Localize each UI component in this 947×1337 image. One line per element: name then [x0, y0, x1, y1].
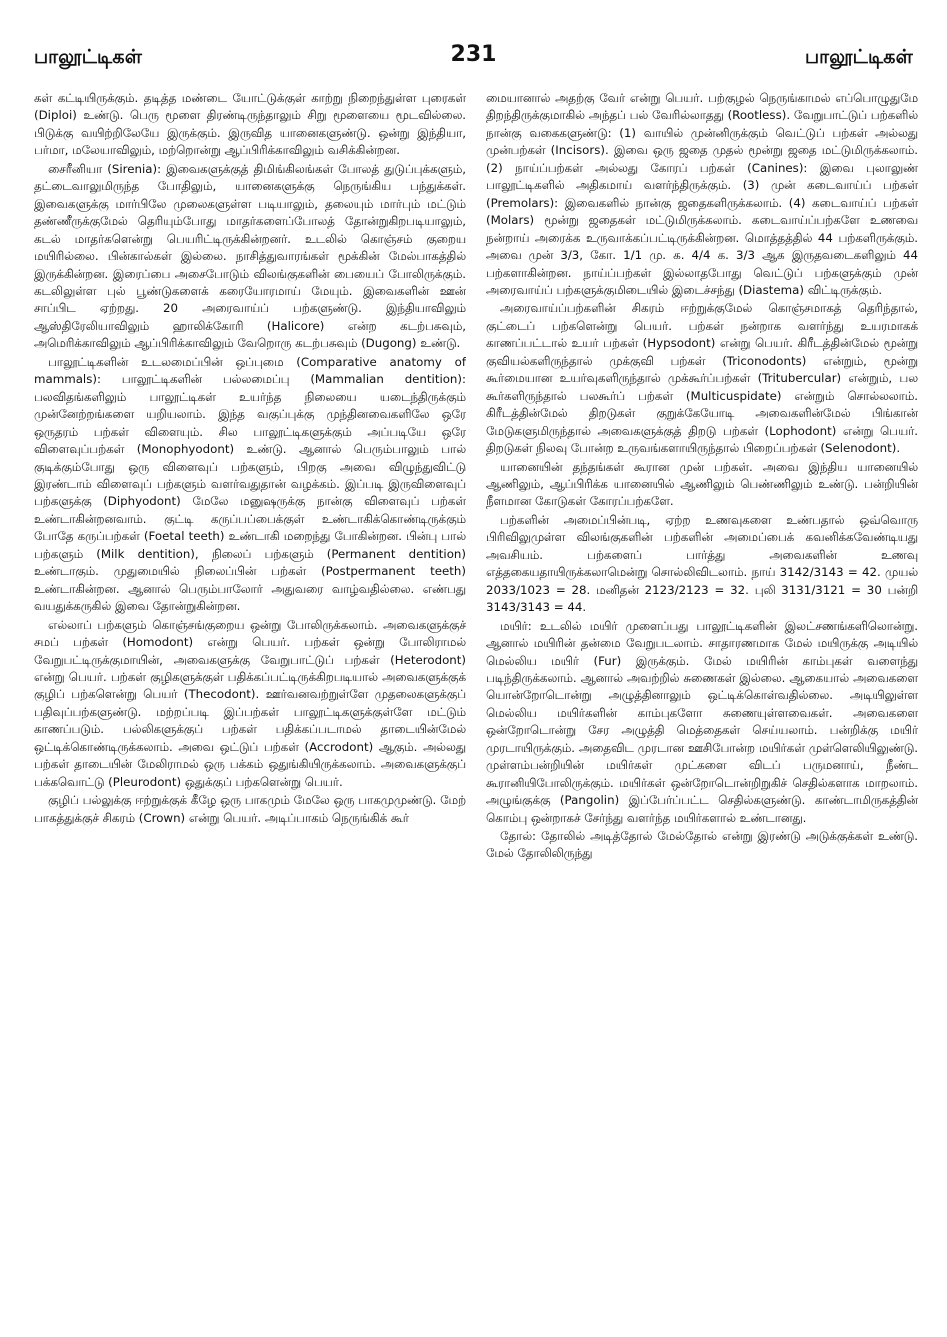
right-column	[486, 90, 918, 1315]
paragraph: சைரீனியா (Sirenia): இவைகளுக்குத் திமிங்கிலங்கள் போலத் துடுப்புக்களும், தட்டைவாலுமிருந்த போதிலும், யானைகளுக்கு நெருங்கிய பந்துக்கள். இவைகளுக்கு மார்பிலே முலைகளுள்ள படியாலும், தலையும் மார்பும் மட்டும் தண்ணீருக்குமேல் தெரியும்போது மாதர்களைப்போலத் தோன்றுகிறபடியாலும், கடல் மாதர்களென்று பெயரிட்டிருக்கின்றனர். உடலில் கொஞ்சம் குறைய மயிரில்லை. பின்கால்கள் இல்லை. நாசித்துவாரங்கள் மூக்கின் மேல்பாகத்தில் இருக்கின்றன. இரைப்பை அசைபோடும் விலங்குகளின் பையைப் போலிருக்கும். கடலிலுள்ள புல் பூண்டுகளைக் கரையோரமாய் மேயும். இவைகளின் ஊன் சாப்பிட ஏற்றது. 20 அரைவாய்ப் பற்களுண்டு. இந்தியாவிலும் ஆஸ்திரேலியாவிலும் ஹாலிக்கோரி (Halicore) என்ற கடற்பசுவும், அமெரிக்காவிலும் ஆப்பிரிக்காவிலும் வேறொரு கடற்பசுவும் (Dugong) உண்டு.	[34, 161, 466, 351]
paragraph: தோல்: தோலில் அடித்தோல் மேல்தோல் என்று இரண்டு அடுக்குக்கள் உண்டு. மேல் தோலிலிருந்து	[486, 829, 918, 861]
paragraph: யானையின் தந்தங்கள் கூரான முன் பற்கள். அவை இந்திய யானையில் ஆணிலும், ஆப்பிரிக்க யானையில் ஆணிலும் பெண்ணிலும் உண்டு. பன்றியின் நீளமான கோடுகள் கோரப்பற்களே.	[486, 459, 918, 509]
paragraph: எல்லாப் பற்களும் கொஞ்சங்குறைய ஒன்று போலிருக்கலாம். அவைகளுக்குச் சமப் பற்கள் (Homodont) என்று பெயர். பற்கள் ஒன்று போலிராமல் வேறுபட்டிருக்குமாயின், அவைகளுக்கு வேறுபாட்டுப் பற்கள் (Heterodont) என்று பெயர். பற்கள் குழிகளுக்குள் பதிக்கப்பட்டிருக்கிறபடியால் அவைகளுக்குக் குழிப் பற்களென்று பெயர் (Thecodont). ஊர்வனவற்றுள்ளே முதலைகளுக்குப் பதிவுப்பற்களுண்டு. மற்றப்படி இப்பற்கள் பாலூட்டிகளுக்குள்ளே மட்டும் காணப்படும். பல்லிகளுக்குப் பற்கள் பதிக்கப்படாமல் தாடையின்மேல் ஒட்டிக்கொண்டிருக்கலாம். அவை ஒட்டுப் பற்கள் (Accrodont) ஆகும். அல்லது பற்கள் தாடையின் மேலிராமல் ஒரு பக்கம் ஒதுங்கியிருக்கலாம். அவைகளுக்குப் பக்கவொட்டு (Pleurodont) ஒதுக்குப் பற்களென்று பெயர்.	[34, 617, 466, 789]
paragraph: பாலூட்டிகளின் உடலமைப்பின் ஒப்புமை (Comparative anatomy of mammals): பாலூட்டிகளின் பல்லமைப்பு (Mammalian dentition): பலவிதங்களிலும் பாலூட்டிகள் உயர்ந்த நிலையை யடைந்திருக்கும் முன்னேற்றங்களை யறியலாம். இந்த வகுப்புக்கு முந்தினவைகளிலே ஒரே ஒருதரம் பற்கள் விளையும். சில பாலூட்டிகளுக்கும் அப்படியே ஒரே விளைவுப்பற்கள் (Monophyodont) உண்டு. ஆனால் பெரும்பாலும் பால் குடிக்கும்போது ஒரு விளைவுப் பற்களும், பிறகு அவை விழுந்துவிட்டு இரண்டாம் விளைவுப் பற்களும் வளர்வதுதான் வழக்கம். இப்படி இருவிளைவுப் பற்களுக்கு (Diphyodont) மேலே மனுஷருக்கு நான்கு விளைவுப் பற்கள் உண்டாகின்றனவாம். குட்டி கருப்பப்பைக்குள் உண்டாகிக்கொண்டிருக்கும் போதே கருப்பற்கள் (Foetal teeth) உண்டாகி மறைந்து போகின்றன. பின்பு பால் பற்களும் (Milk dentition), நிலைப் பற்களும் (Permanent dentition) உண்டாகும். முதுமையில் நிலைப்பின் பற்கள் (Postpermanent teeth) உண்டாகின்றன. ஆனால் பெரும்பாலோர் அதுவரை வாழ்வதில்லை. எண்பது வயதுக்கருகில் இவை தோன்றுகின்றன.	[34, 354, 466, 614]
running-head-left: பாலூட்டிகள்	[34, 46, 143, 68]
page-header	[34, 42, 913, 82]
running-head-right: பாலூட்டிகள்	[804, 46, 913, 68]
paragraph: மயிர்: உடலில் மயிர் முளைப்பது பாலூட்டிகளின் இலட்சணங்களிலொன்று. ஆனால் மயிரின் தன்மை வேறுபடலாம். சாதாரணமாக மேல் மயிருக்கு அடியில் மெல்லிய மயிர் (Fur) இருக்கும். மேல் மயிரின் காம்புகள் வளைந்து படிந்திருக்கலாம். ஆனால் அவற்றில் சுணைகள் இல்லை. ஆகையால் அவைகளை யொன்றோடொன்று அழுத்தினாலும் ஒட்டிக்கொள்வதில்லை. அடியிலுள்ள மெல்லிய மயிர்களின் காம்புகளோ சுணையுள்ளவைகள். அவைகளை ஒன்றோடொன்று சேர அழுத்தி மெத்தைகள் செய்யலாம். பன்றிக்கு மயிர் முரடாயிருக்கும். அதைவிட முரடான ஊசிபோன்ற மயிர்கள் முள்ளெலியிலுண்டு. முள்ளம்பன்றியின் மயிர்கள் முட்களை விடப் பருமனாய், நீண்ட கூரானியிபோலிருக்கும். மயிர்கள் ஒன்றோடொன்றிறுகிச் செதில்களாக மாறலாம். அழுங்குக்கு (Pangolin) இப்பேர்ப்பட்ட செதில்களுண்டு. காண்டாமிருகத்தின் கொம்பு ஒன்றாகச் சேர்ந்து வளர்ந்த மயிர்களால் உண்டானது.	[486, 618, 918, 825]
paragraph: பற்களின் அமைப்பின்படி, ஏற்ற உணவுகளை உண்பதால் ஒவ்வொரு பிரிவிலுமுள்ள விலங்குகளின் பற்களின் அமைப்பைக் கவனிக்கவேண்டியது அவசியம். பற்களைப் பார்த்து அவைகளின் உணவு எத்தகையதாயிருக்கலாமென்று சொல்லிவிடலாம். நாய் 3142/3143 = 42. முயல் 2033/1023 = 28. மனிதன் 2123/2123 = 32. புலி 3131/3121 = 30 பன்றி 3143/3143 = 44.	[486, 512, 918, 615]
page-number: 231	[450, 42, 497, 67]
paragraph: அரைவாய்ப்பற்களின் சிகரம் ஈற்றுக்குமேல் கொஞ்சமாகத் தெரிந்தால், குட்டைப் பற்களென்று பெயர். பற்கள் நன்றாக வளர்ந்து உயரமாகக் காணப்பட்டால் உயர் பற்கள் (Hypsodont) என்று பெயர். கிரீடத்தின்மேல் மூன்று குவியல்களிருந்தால் முக்குவி பற்கள் (Triconodonts) என்றும், மூன்று கூர்மையான உயர்வுகளிருந்தால் முக்கூர்ப்பற்கள் (Tritubercular) என்றும், பல கூர்களிருந்தால் பலகூர்ப் பற்கள் (Multicuspidate) என்றும் சொல்லலாம். கிரீடத்தின்மேல் திறடுகள் குறுக்கேயோடி அவைகளின்மேல் பிங்கான் மேடுகளுமிருந்தால் அவைகளுக்குத் திறடு பற்கள் (Lophodont) என்று பெயர். திறடுகள் நிலவு போன்ற உருவங்களாயிருந்தால் பிறைப்பற்கள் (Selenodont).	[486, 301, 918, 456]
left-column	[34, 90, 466, 1315]
paragraph: குழிப் பல்லுக்கு ஈற்றுக்குக் கீழே ஒரு பாகமும் மேலே ஒரு பாகமுமுண்டு. மேற் பாகத்துக்குச் சிகரம் (Crown) என்று பெயர். அடிப்பாகம் நெருங்கிக் கூர்	[34, 793, 466, 825]
paragraph: கள் கட்டியிருக்கும். தடித்த மண்டை யோட்டுக்குள் காற்று நிறைந்துள்ள புரைகள் (Diploi) உண்டு. பெரு மூளை திரண்டிருந்தாலும் சிறு மூளையை மூடவில்லை. பிடுக்கு வயிற்றிலேயே இருக்கும். இருவித யானைகளுண்டு. ஒன்று இந்தியா, பர்மா, மலேயாவிலும், மற்றொன்று ஆப்பிரிக்காவிலும் வசிக்கின்றன.	[34, 91, 466, 158]
text-columns	[34, 90, 917, 1317]
paragraph: மையானால் அதற்கு வேர் என்று பெயர். பற்குழல் நெருங்காமல் எப்பொழுதுமே திறந்திருக்குமாகில் அந்தப் பல் வேரில்லாதது (Rootless). வேறுபாட்டுப் பற்களில் நான்கு வகைகளுண்டு: (1) வாயில் முன்னிருக்கும் வெட்டுப் பற்கள் அல்லது முன்பற்கள் (Incisors). இவை ஒரு ஜதை முதல் மூன்று ஜதை மட்டுமிருக்கலாம். (2) நாய்ப்பற்கள் அல்லது கோரப் பற்கள் (Canines): இவை புலாலுண் பாலூட்டிகளில் அதிகமாய் வளர்ந்திருக்கும். (3) முன் கடைவாய்ப் பற்கள் (Premolars): இவைகளில் நான்கு ஜதைகளிருக்கலாம். (4) கடைவாய்ப் பற்கள் (Molars) மூன்று ஜதைகள் மட்டுமிருக்கலாம். கடைவாய்ப்பற்களே உணவை நன்றாய் அரைக்க உருவாக்கப்பட்டிருக்கின்றன. மொத்தத்தில் 44 பற்களிருக்கும். அவை முன் 3/3, கோ. 1/1 மு. க. 4/4 க. 3/3 ஆக இருதவடைகளிலும் 44 பற்களாகின்றன. நாய்ப்பற்கள் இல்லாதபோது வெட்டுப் பற்களுக்கும் முன் அரைவாய்ப் பற்களுக்குமிடையில் இடைச்சந்து (Diastema) விட்டிருக்கும்.	[486, 91, 918, 297]
